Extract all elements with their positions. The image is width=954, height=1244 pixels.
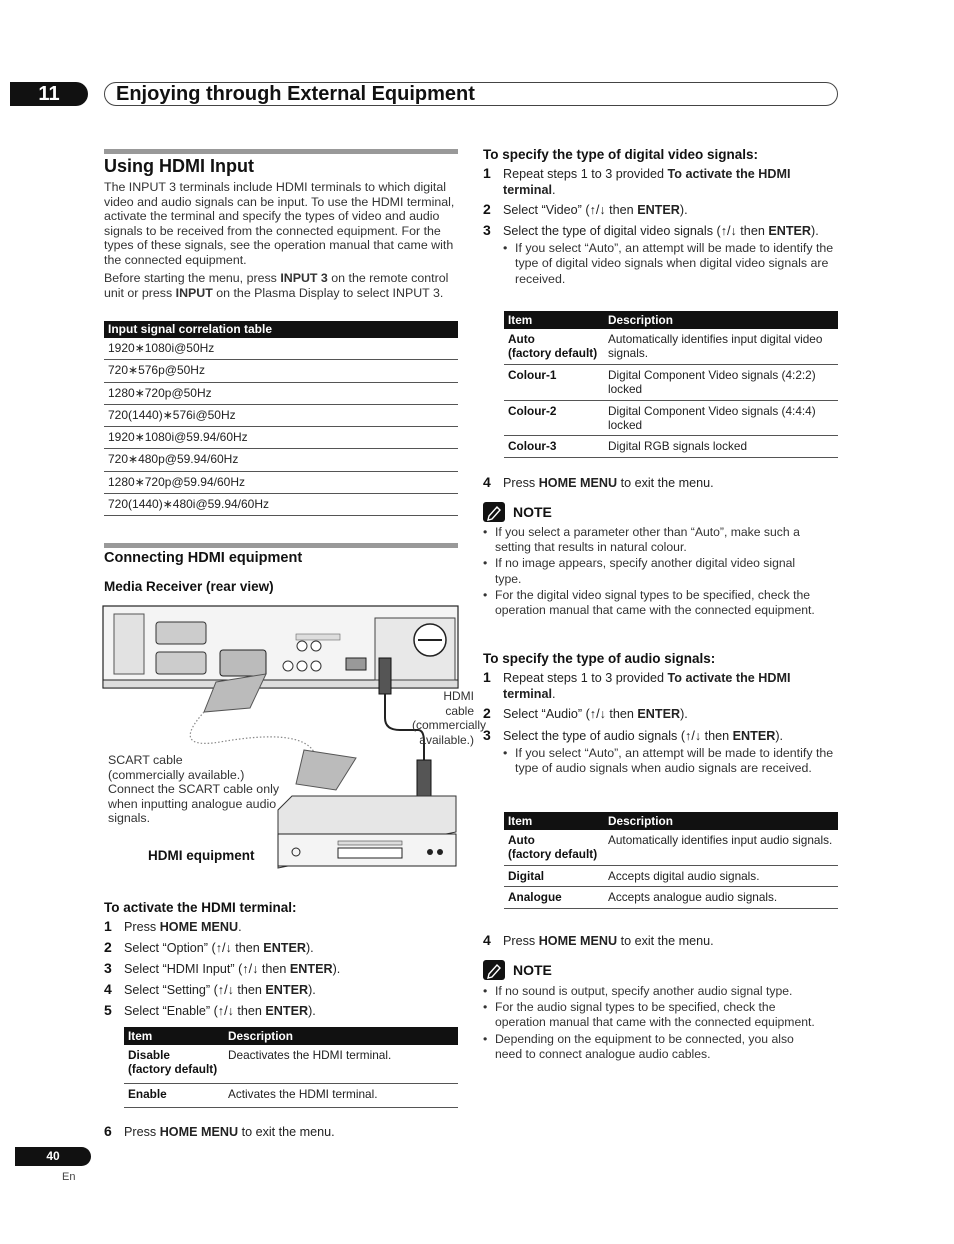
media-receiver-illustration bbox=[103, 606, 458, 688]
description-cell: Digital RGB signals locked bbox=[604, 436, 838, 457]
step-keyword: ENTER bbox=[732, 729, 776, 743]
step-text bbox=[503, 167, 843, 198]
step bbox=[483, 671, 843, 702]
step bbox=[483, 203, 843, 219]
step-text-part: Press bbox=[503, 476, 539, 490]
step-text-part: Press bbox=[124, 920, 160, 934]
step-text-part: then bbox=[701, 729, 733, 743]
step bbox=[104, 983, 464, 999]
step-number: 4 bbox=[104, 981, 112, 997]
item-cell bbox=[504, 329, 604, 364]
step-text-part: Select “Setting” ( bbox=[124, 983, 218, 997]
step-text-part: Select “Option” ( bbox=[124, 941, 216, 955]
description-cell: Activates the HDMI terminal. bbox=[224, 1083, 458, 1107]
note-pencil-icon bbox=[483, 502, 505, 522]
step-text-part: Select the type of audio signals ( bbox=[503, 729, 686, 743]
audio-title: To specify the type of audio signals: bbox=[483, 651, 716, 666]
note-header bbox=[483, 960, 552, 980]
intro-paragraph: The INPUT 3 terminals include HDMI terminals to which digital video and audio signals can be input. To use the HDMI terminal, activate the terminal and specify the types of video and audio signals to be received from the connected equipment. For the types of these signals, see the operation manual that came with the connected equipment. bbox=[104, 180, 455, 267]
item-cell bbox=[504, 865, 604, 886]
table-row bbox=[504, 830, 838, 865]
step-text bbox=[124, 941, 464, 957]
item-cell bbox=[124, 1045, 224, 1083]
step bbox=[104, 1125, 464, 1141]
step-keyword: ENTER bbox=[637, 707, 681, 721]
subsection-rule bbox=[104, 543, 458, 548]
note-item: • For the digital video signal types to be specified, check the operation manual that came with the connected equipment. bbox=[483, 588, 823, 618]
up-down-arrows-icon: ↑/↓ bbox=[242, 962, 259, 976]
step-keyword: ENTER bbox=[263, 941, 306, 955]
table-row bbox=[124, 1083, 458, 1107]
step-number: 3 bbox=[483, 222, 491, 238]
step-text bbox=[124, 920, 464, 936]
item-default-note: (factory default) bbox=[508, 847, 598, 862]
step-keyword: To activate the HDMI terminal bbox=[503, 167, 791, 197]
item-name: Enable bbox=[128, 1086, 167, 1101]
hdmi-cable-label-line: (commercially bbox=[412, 718, 487, 732]
connection-diagram bbox=[100, 600, 462, 875]
item-name: Auto bbox=[508, 332, 535, 346]
item-name: Auto bbox=[508, 833, 535, 847]
note-item: • Depending on the equipment to be connected, you also need to connect analogue audio cables. bbox=[483, 1032, 823, 1062]
step-number: 3 bbox=[483, 727, 491, 743]
step-keyword: HOME MENU bbox=[538, 476, 618, 490]
audio-step-4 bbox=[483, 934, 843, 952]
note-label: NOTE bbox=[513, 962, 552, 978]
step-text-part: . bbox=[552, 182, 556, 197]
step-keyword: ENTER bbox=[768, 224, 812, 238]
step-number: 1 bbox=[104, 918, 112, 934]
table-row bbox=[504, 400, 838, 436]
step bbox=[104, 1004, 464, 1020]
step-text-part: then bbox=[736, 224, 769, 238]
signal-table-row: 1280∗720p@59.94/60Hz bbox=[104, 472, 458, 494]
item-name: Digital bbox=[508, 868, 545, 883]
step-text bbox=[503, 671, 843, 702]
step-text-part: ). bbox=[308, 1004, 316, 1018]
step-text-part: . bbox=[238, 920, 242, 934]
step-keyword: ENTER bbox=[637, 203, 680, 217]
up-down-arrows-icon: ↑/↓ bbox=[720, 224, 737, 238]
hdmi-cable-label-line: available.) bbox=[419, 732, 474, 747]
step-number: 2 bbox=[104, 939, 112, 955]
description-cell: Accepts analogue audio signals. bbox=[604, 887, 838, 908]
hdmi-cable-label-line: HDMI cable bbox=[443, 689, 474, 718]
step-number: 2 bbox=[483, 705, 491, 721]
step-text-part: . bbox=[552, 686, 556, 701]
section-title: Using HDMI Input bbox=[104, 156, 254, 176]
video-steps bbox=[483, 167, 843, 307]
description-cell: Accepts digital audio signals. bbox=[604, 865, 838, 886]
hdmi-equipment-label: HDMI equipment bbox=[148, 848, 255, 863]
step-keyword: ENTER bbox=[289, 962, 333, 976]
step-text-part: ). bbox=[332, 962, 341, 976]
note-header bbox=[483, 502, 552, 522]
step-text bbox=[124, 1125, 464, 1141]
signal-table-row: 1280∗720p@50Hz bbox=[104, 383, 458, 405]
col-description-header: Description bbox=[604, 311, 838, 329]
step bbox=[483, 934, 843, 950]
up-down-arrows-icon: ↑/↓ bbox=[215, 941, 232, 955]
scart-label-line: (commercially available.) bbox=[108, 767, 245, 782]
step-text-part: ). bbox=[775, 729, 784, 743]
note-list-audio bbox=[483, 984, 823, 1063]
step-number: 6 bbox=[104, 1123, 112, 1139]
scart-label-line: SCART cable bbox=[108, 753, 183, 767]
step-keyword: HOME MENU bbox=[159, 920, 239, 934]
description-cell: Digital Component Video signals (4:4:4) locked bbox=[604, 400, 838, 436]
note-item: • If you select a parameter other than “Auto”, make such a setting that results in natural colour. bbox=[483, 525, 823, 555]
step-text-part: to exit the menu. bbox=[617, 476, 714, 490]
media-receiver-title: Media Receiver (rear view) bbox=[104, 579, 274, 594]
hdmi-cable-label bbox=[412, 689, 487, 747]
step-text-part: ). bbox=[680, 707, 688, 721]
note-item: • If no sound is output, specify another audio signal type. bbox=[483, 984, 823, 999]
hdmi-equipment-illustration bbox=[278, 796, 456, 868]
step-keyword: To activate the HDMI terminal bbox=[503, 671, 791, 701]
col-item-header: Item bbox=[504, 311, 604, 329]
page-language: En bbox=[62, 1171, 76, 1183]
step bbox=[104, 920, 464, 936]
signal-table-row: 720∗576p@50Hz bbox=[104, 360, 458, 382]
step bbox=[104, 962, 464, 978]
item-cell bbox=[124, 1083, 224, 1107]
step-text bbox=[124, 1004, 464, 1020]
step-text-part: Press bbox=[124, 1125, 160, 1139]
table-row bbox=[504, 887, 838, 908]
step-text-part: ). bbox=[811, 224, 819, 238]
step-text-part: then bbox=[231, 941, 264, 955]
step-text bbox=[503, 476, 843, 492]
item-name: Colour-3 bbox=[508, 439, 557, 454]
signal-table-row: 1920∗1080i@50Hz bbox=[104, 338, 458, 360]
note-pencil-icon bbox=[483, 960, 505, 980]
step-text bbox=[124, 983, 464, 999]
chapter-title: Enjoying through External Equipment bbox=[116, 83, 475, 105]
step-number: 1 bbox=[483, 165, 491, 181]
step-text-part: Repeat steps 1 to 3 provided bbox=[503, 167, 668, 181]
item-cell bbox=[504, 436, 604, 457]
signal-table-header: Input signal correlation table bbox=[104, 321, 458, 338]
item-name: Colour-2 bbox=[508, 403, 557, 418]
activate-title: To activate the HDMI terminal: bbox=[104, 900, 297, 915]
step-text-part: to exit the menu. bbox=[238, 1125, 335, 1139]
step bbox=[483, 167, 843, 198]
step-text-part: to exit the menu. bbox=[617, 934, 714, 948]
step-number: 1 bbox=[483, 669, 491, 685]
activate-options-table bbox=[124, 1027, 458, 1108]
step-bullet: • If you select “Auto”, an attempt will be made to identify the type of digital video signals when digital video signals are received. bbox=[503, 241, 843, 288]
activate-steps bbox=[104, 920, 464, 1020]
step-text bbox=[503, 203, 843, 219]
up-down-arrows-icon: ↑/↓ bbox=[217, 983, 234, 997]
scart-label-line: Connect the SCART cable only bbox=[108, 782, 280, 797]
activate-step-6 bbox=[104, 1125, 464, 1143]
step bbox=[104, 941, 464, 957]
item-cell bbox=[504, 830, 604, 865]
step-keyword: HOME MENU bbox=[538, 934, 618, 948]
description-cell: Digital Component Video signals (4:2:2) locked bbox=[604, 364, 838, 400]
col-description-header: Description bbox=[604, 812, 838, 830]
step-text-part: then bbox=[233, 983, 266, 997]
step-text-part: ). bbox=[305, 941, 314, 955]
page-number: 40 bbox=[15, 1147, 91, 1166]
step-text-part: Repeat steps 1 to 3 provided bbox=[503, 671, 668, 685]
signal-table-row: 720∗480p@59.94/60Hz bbox=[104, 449, 458, 471]
step-text-part: Select “Video” ( bbox=[503, 203, 590, 217]
step bbox=[483, 707, 843, 723]
scart-label-line: when inputting analogue audio bbox=[108, 796, 277, 811]
step-keyword: ENTER bbox=[265, 1004, 309, 1018]
table-row bbox=[504, 329, 838, 364]
step-number: 4 bbox=[483, 932, 491, 948]
chapter-number-badge: 11 bbox=[10, 82, 88, 106]
step-text-part: Select the type of digital video signals ( bbox=[503, 224, 721, 238]
up-down-arrows-icon: ↑/↓ bbox=[685, 729, 702, 743]
table-row bbox=[504, 865, 838, 886]
note-item: • For the audio signal types to be specified, check the operation manual that came with the connected equipment. bbox=[483, 1000, 823, 1030]
video-options-table bbox=[504, 311, 838, 458]
step-keyword: HOME MENU bbox=[159, 1125, 239, 1139]
item-name: Disable bbox=[128, 1048, 170, 1062]
up-down-arrows-icon: ↑/↓ bbox=[589, 707, 606, 721]
step-text-part: Select “Audio” ( bbox=[503, 707, 590, 721]
item-name: Analogue bbox=[508, 890, 562, 905]
note-label: NOTE bbox=[513, 504, 552, 520]
step-keyword: ENTER bbox=[265, 983, 309, 997]
description-cell: Automatically identifies input audio signals. bbox=[604, 830, 838, 865]
step-text bbox=[503, 707, 843, 723]
item-default-note: (factory default) bbox=[508, 346, 598, 361]
step-text bbox=[503, 729, 843, 777]
input-signal-table bbox=[104, 321, 458, 516]
step-text bbox=[503, 224, 843, 287]
item-cell bbox=[504, 364, 604, 400]
signal-table-row: 1920∗1080i@59.94/60Hz bbox=[104, 427, 458, 449]
item-cell bbox=[504, 400, 604, 436]
step-text-part: then bbox=[233, 1004, 266, 1018]
section-rule bbox=[104, 149, 458, 154]
table-row bbox=[504, 364, 838, 400]
step-text-part: then bbox=[605, 707, 638, 721]
up-down-arrows-icon: ↑/↓ bbox=[589, 203, 606, 217]
step-text-part: Select “HDMI Input” ( bbox=[124, 962, 243, 976]
connecting-title: Connecting HDMI equipment bbox=[104, 550, 303, 566]
col-description-header: Description bbox=[224, 1027, 458, 1045]
col-item-header: Item bbox=[504, 812, 604, 830]
signal-table-row: 720(1440)∗480i@59.94/60Hz bbox=[104, 494, 458, 516]
table-row bbox=[124, 1045, 458, 1083]
signal-table-row: 720(1440)∗576i@50Hz bbox=[104, 405, 458, 427]
step-text bbox=[124, 962, 464, 978]
note-list-video bbox=[483, 525, 823, 619]
step-text-part: Select “Enable” ( bbox=[124, 1004, 218, 1018]
item-cell bbox=[504, 887, 604, 908]
step-number: 5 bbox=[104, 1002, 112, 1018]
step-text-part: Press bbox=[503, 934, 539, 948]
step-number: 3 bbox=[104, 960, 112, 976]
description-cell: Automatically identifies input digital video signals. bbox=[604, 329, 838, 364]
step-number: 4 bbox=[483, 474, 491, 490]
step-text-part: then bbox=[605, 203, 638, 217]
audio-options-table bbox=[504, 812, 838, 909]
table-row bbox=[504, 436, 838, 457]
note-item: • If no image appears, specify another digital video signal type. bbox=[483, 556, 823, 586]
item-name: Colour-1 bbox=[508, 367, 557, 382]
col-item-header: Item bbox=[124, 1027, 224, 1045]
audio-steps bbox=[483, 671, 843, 801]
scart-cable-label bbox=[108, 753, 298, 826]
step-bullet: • If you select “Auto”, an attempt will be made to identify the type of audio signals when audio signals are received. bbox=[503, 746, 843, 777]
step bbox=[483, 729, 843, 777]
up-down-arrows-icon: ↑/↓ bbox=[217, 1004, 234, 1018]
step-text bbox=[503, 934, 843, 950]
video-step-4 bbox=[483, 476, 843, 494]
description-cell: Deactivates the HDMI terminal. bbox=[224, 1045, 458, 1083]
step bbox=[483, 224, 843, 287]
step-number: 2 bbox=[483, 201, 491, 217]
item-default-note: (factory default) bbox=[128, 1062, 218, 1077]
step bbox=[483, 476, 843, 492]
intro-paragraph-2: Before starting the menu, press INPUT 3 on the remote control unit or press INPUT on the Plasma Display to select INPUT 3. bbox=[104, 271, 449, 300]
step-text-part: then bbox=[258, 962, 290, 976]
scart-label-line: signals. bbox=[108, 811, 151, 826]
video-title: To specify the type of digital video signals: bbox=[483, 147, 759, 162]
step-text-part: ). bbox=[308, 983, 316, 997]
step-text-part: ). bbox=[679, 203, 688, 217]
